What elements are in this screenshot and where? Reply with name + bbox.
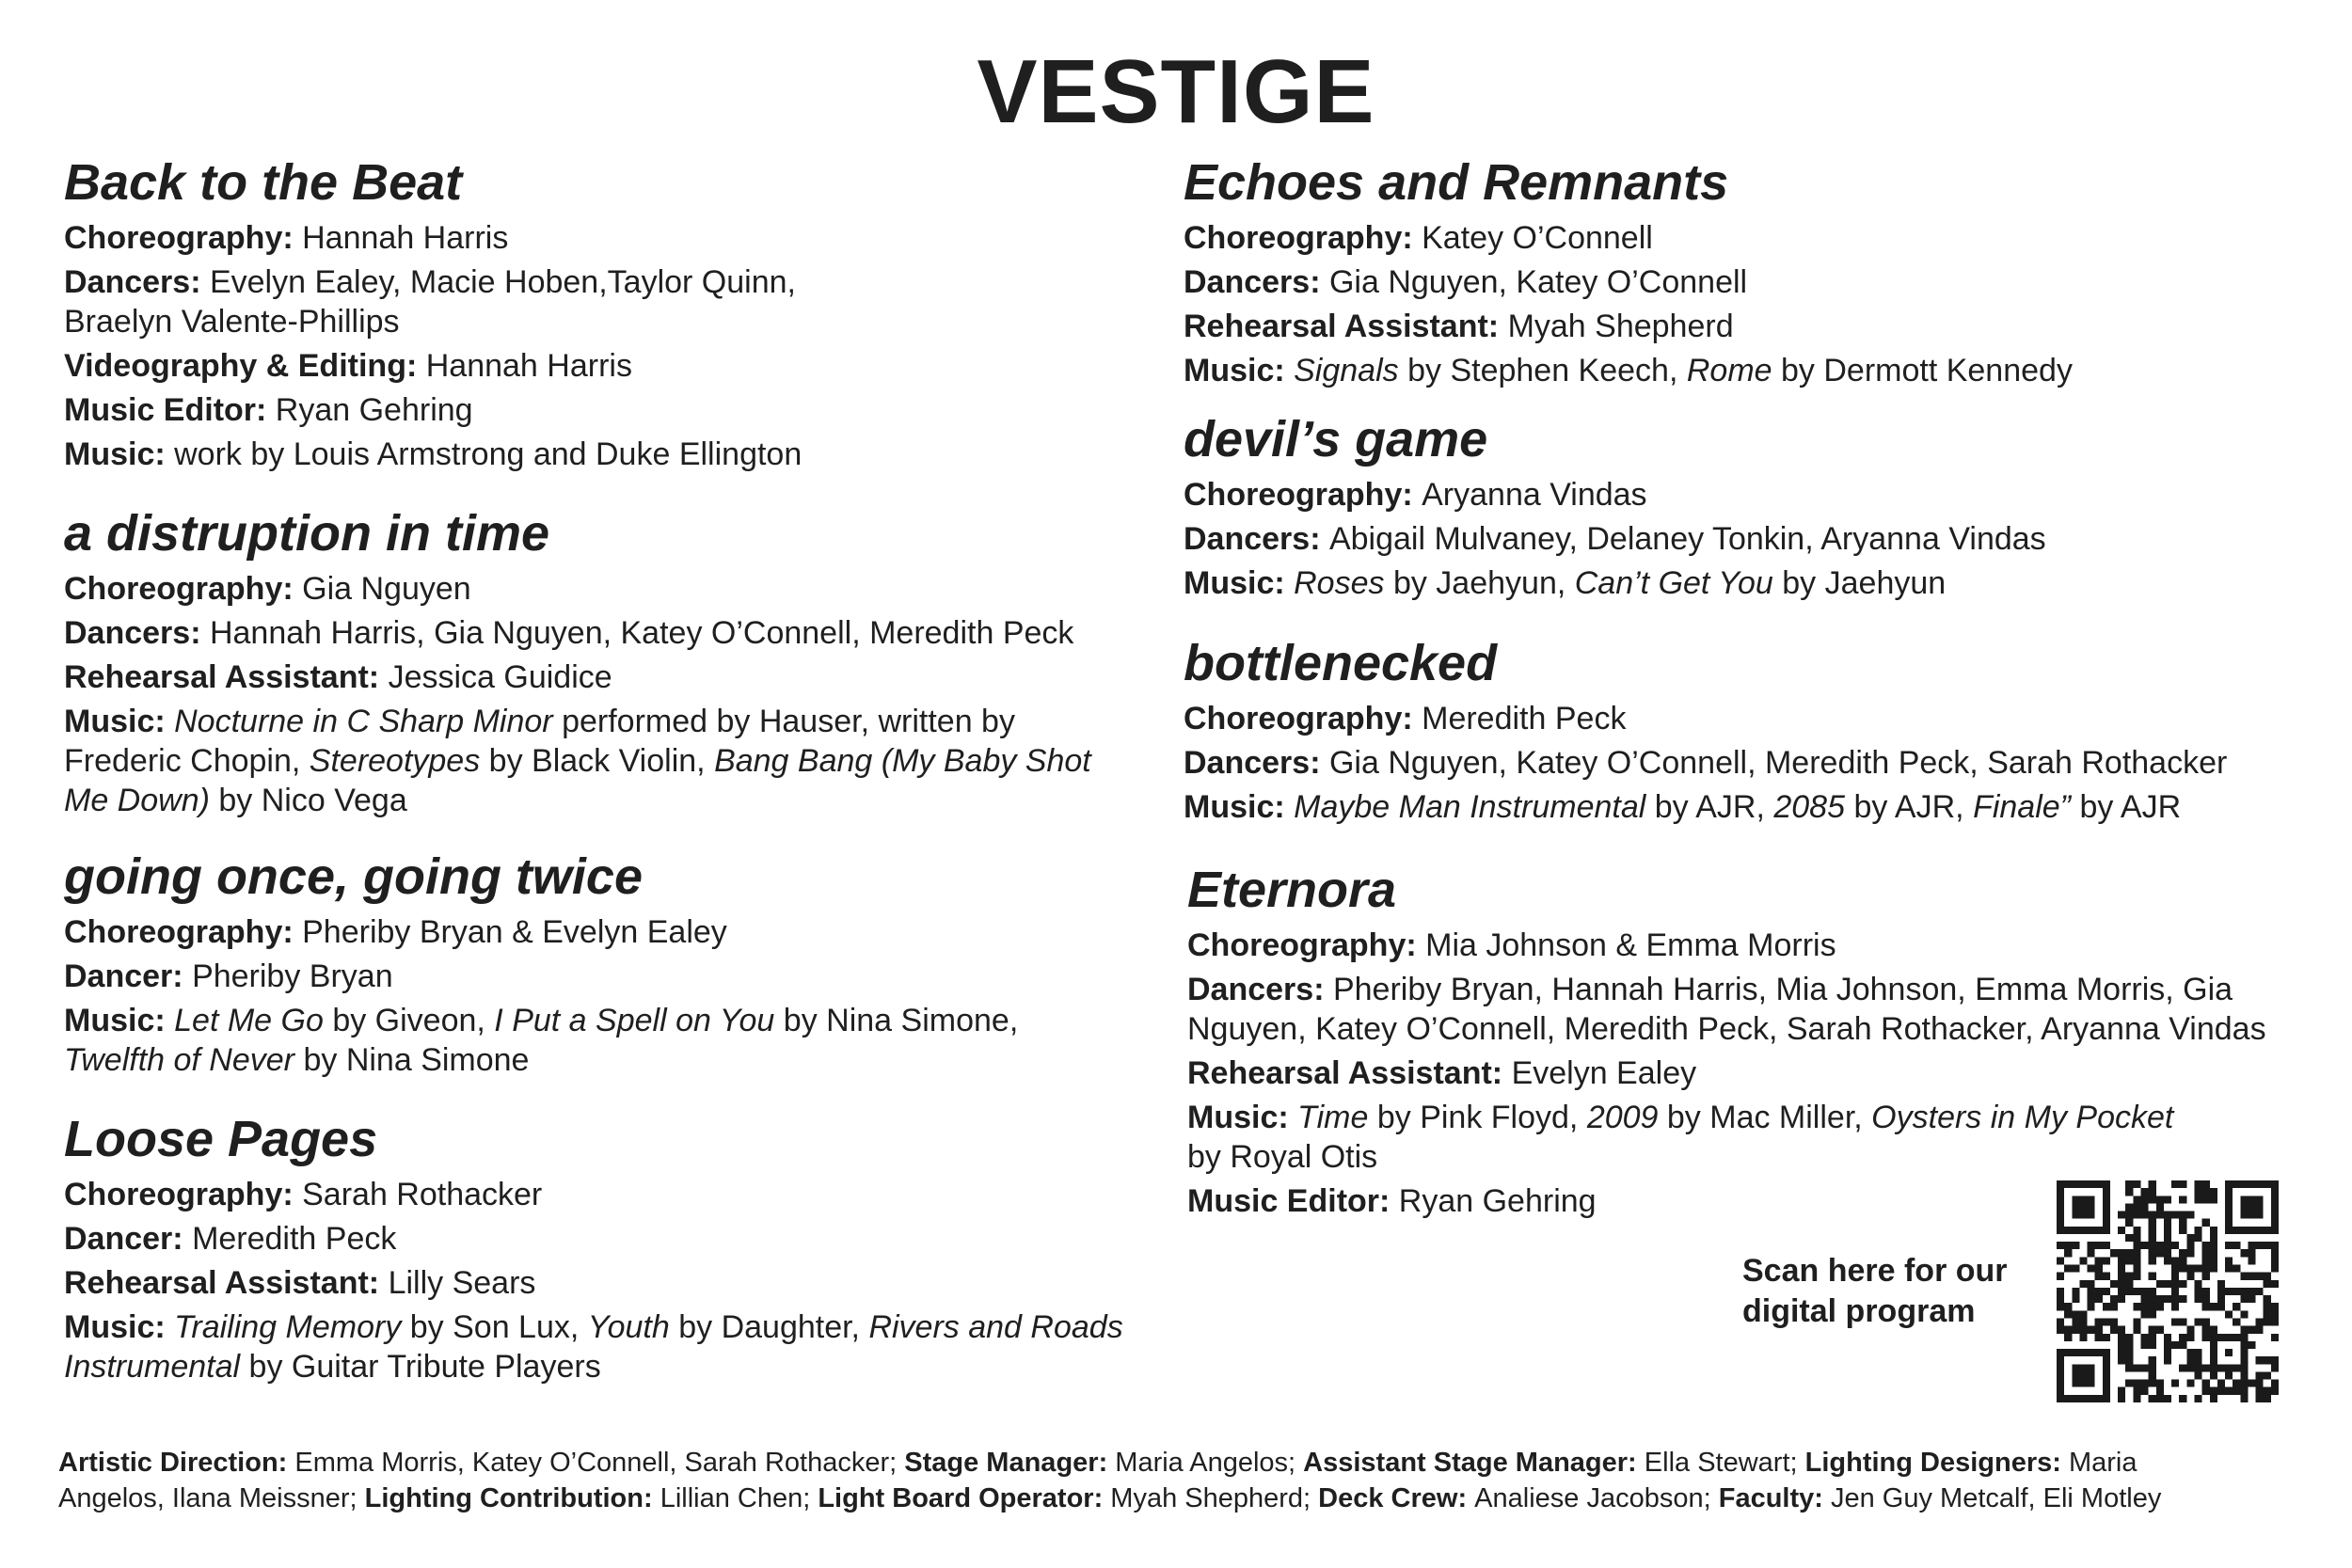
qr-caption-line-1: Scan here for our (1742, 1253, 2008, 1289)
credit-label: Dancers: (1184, 521, 1329, 558)
credit-label: Choreography: (64, 914, 303, 951)
credit-text: work by Louis Armstrong and Duke Ellington (174, 436, 803, 473)
credit-text: by Royal Otis (1187, 1139, 1378, 1176)
credit-line (1184, 743, 2312, 783)
piece-a-distruption-in-time (64, 506, 1184, 825)
credit-label: Music: (1184, 565, 1295, 602)
credit-label: Dancers: (64, 615, 210, 652)
credit-text: Myah Shepherd (1507, 309, 1734, 345)
credit-line (64, 957, 1184, 996)
qr-caption-line-2: digital program (1742, 1293, 1976, 1329)
credit-text: Hannah Harris (425, 348, 632, 385)
credit-line (1187, 1098, 2326, 1177)
music-title: Roses (1294, 565, 1385, 602)
credit-label: Dancer: (64, 1221, 193, 1258)
music-title: Stereotypes (309, 743, 481, 780)
credit-text: Lillian Chen; (660, 1483, 818, 1513)
credit-text: by AJR, (1645, 789, 1774, 826)
credit-line (1184, 787, 2312, 827)
credit-line (64, 1263, 1193, 1303)
piece-back-to-the-beat (64, 155, 1146, 479)
credit-line (1184, 563, 2312, 603)
credit-label: Choreography: (1187, 927, 1426, 964)
music-title: Me Down) (64, 783, 210, 819)
credit-label: Deck Crew: (1318, 1483, 1475, 1513)
credit-text: Abigail Mulvaney, Delaney Tonkin, Aryanna Vindas (1328, 521, 2046, 558)
credit-text: by Nico Vega (209, 783, 407, 819)
credit-label: Choreography: (1184, 477, 1422, 514)
credit-text: Lilly Sears (388, 1265, 536, 1302)
credit-text: Aryanna Vindas (1422, 477, 1647, 514)
credit-label: Dancers: (1184, 264, 1329, 301)
music-title: Signals (1294, 353, 1399, 389)
credit-line (64, 1219, 1193, 1259)
credit-text: by Black Violin, (480, 743, 715, 780)
credit-text: Hannah Harris, Gia Nguyen, Katey O’Connell, Meredith Peck (209, 615, 1074, 652)
music-title: Oysters in My Pocket (1871, 1100, 2174, 1136)
piece-eternora (1187, 863, 2326, 1226)
credit-text: Braelyn Valente-Phillips (64, 304, 400, 341)
credit-text: by Guitar Tribute Players (240, 1349, 601, 1386)
credit-text: by Nina Simone (294, 1042, 530, 1079)
credit-label: Choreography: (64, 1177, 303, 1213)
credit-text: Nguyen, Katey O’Connell, Meredith Peck, Sarah Rothacker, Aryanna Vindas (1187, 1011, 2266, 1048)
credit-line (64, 613, 1184, 653)
credit-text: Evelyn Ealey (1511, 1055, 1697, 1092)
credit-text: Maria (2068, 1448, 2137, 1478)
piece-title: going once, going twice (64, 848, 643, 905)
credit-text: by Stephen Keech, (1398, 353, 1687, 389)
credit-line (1187, 1053, 2326, 1093)
credit-label: Music: (64, 704, 175, 740)
music-title: Maybe Man Instrumental (1294, 789, 1646, 826)
music-title: Rome (1686, 353, 1772, 389)
piece-devils-game (1184, 412, 2312, 608)
credit-text: Jen Guy Metcalf, Eli Motley (1830, 1483, 2162, 1513)
credit-text: Ryan Gehring (1398, 1183, 1597, 1220)
credit-line (1184, 262, 2312, 302)
credit-text: by AJR (2071, 789, 2182, 826)
credit-label: Dancers: (1184, 745, 1329, 782)
credit-text: Frederic Chopin, (64, 743, 310, 780)
music-title: 2009 (1586, 1100, 1659, 1136)
credit-line (1184, 475, 2312, 515)
piece-title: a distruption in time (64, 505, 550, 562)
credit-text: by AJR, (1845, 789, 1974, 826)
credit-label: Lighting Contribution: (364, 1483, 660, 1513)
credit-label: Rehearsal Assistant: (64, 659, 389, 696)
music-title: Nocturne in C Sharp Minor (174, 704, 553, 740)
credit-text: by Jaehyun (1772, 565, 1947, 602)
credit-label: Lighting Designers: (1804, 1448, 2069, 1478)
piece-title: Echoes and Remnants (1184, 154, 1729, 211)
credit-text: Pheriby Bryan & Evelyn Ealey (302, 914, 727, 951)
credit-line (1184, 218, 2312, 258)
credit-line (64, 702, 1184, 820)
music-title: Finale” (1973, 789, 2071, 826)
credit-text: Mia Johnson & Emma Morris (1425, 927, 1836, 964)
credit-label: Rehearsal Assistant: (1184, 309, 1508, 345)
piece-title: devil’s game (1184, 411, 1488, 467)
music-title: Can’t Get You (1574, 565, 1773, 602)
credit-text: Emma Morris, Katey O’Connell, Sarah Rothacker; (294, 1448, 905, 1478)
credit-text: by Daughter, (669, 1309, 869, 1346)
credit-line (64, 1001, 1184, 1080)
credit-text: Hannah Harris (302, 220, 509, 257)
credit-line (1187, 926, 2326, 965)
credit-label: Videography & Editing: (64, 348, 426, 385)
piece-title: Back to the Beat (64, 154, 463, 211)
credit-text: Angelos, Ilana Meissner; (58, 1483, 365, 1513)
credit-label: Dancers: (64, 264, 210, 301)
credit-label: Dancers: (1187, 972, 1333, 1008)
music-title: Rivers and Roads (868, 1309, 1123, 1346)
credit-text: Meredith Peck (192, 1221, 397, 1258)
music-title: Twelfth of Never (64, 1042, 295, 1079)
credit-label: Choreography: (1184, 220, 1422, 257)
credit-text: Gia Nguyen, Katey O’Connell, Meredith Peck, Sarah Rothacker (1328, 745, 2228, 782)
credit-label: Music Editor: (64, 392, 276, 429)
credit-text: Myah Shepherd; (1110, 1483, 1319, 1513)
piece-title: Eternora (1187, 862, 1397, 918)
piece-bottlenecked (1184, 636, 2312, 832)
music-title: Youth (587, 1309, 670, 1346)
credit-text: Analiese Jacobson; (1474, 1483, 1719, 1513)
credit-label: Music: (1184, 789, 1295, 826)
credit-line (64, 262, 1146, 341)
credit-text: Sarah Rothacker (302, 1177, 543, 1213)
credit-label: Rehearsal Assistant: (64, 1265, 389, 1302)
music-title: Time (1297, 1100, 1369, 1136)
credit-line (64, 435, 1146, 474)
credit-text: by Pink Floyd, (1368, 1100, 1587, 1136)
credit-label: Choreography: (1184, 701, 1422, 737)
credit-label: Music: (64, 1003, 175, 1039)
credit-line (1184, 307, 2312, 346)
credit-text: Ryan Gehring (275, 392, 473, 429)
credit-label: Choreography: (64, 571, 303, 608)
credit-text: by Nina Simone, (774, 1003, 1019, 1039)
credit-label: Rehearsal Assistant: (1187, 1055, 1512, 1092)
music-title: Instrumental (64, 1349, 241, 1386)
credit-line (64, 346, 1146, 386)
credit-line (64, 390, 1146, 430)
credit-text: Jessica Guidice (388, 659, 612, 696)
program-title: VESTIGE (977, 41, 1375, 142)
credit-text: by Son Lux, (401, 1309, 588, 1346)
credit-label: Music: (1187, 1100, 1298, 1136)
music-title: Bang Bang (My Baby Shot (714, 743, 1091, 780)
credit-line (64, 912, 1184, 952)
credit-label: Assistant Stage Manager: (1303, 1448, 1645, 1478)
credit-text: Evelyn Ealey, Macie Hoben,Taylor Quinn, (209, 264, 796, 301)
music-title: 2085 (1773, 789, 1845, 826)
credit-text: by Giveon, (323, 1003, 495, 1039)
credit-text: Pheriby Bryan (192, 958, 393, 995)
piece-echoes-and-remnants (1184, 155, 2312, 395)
credit-line (1184, 351, 2312, 390)
credit-label: Artistic Direction: (58, 1448, 295, 1478)
credit-label: Dancer: (64, 958, 193, 995)
piece-title: bottlenecked (1184, 635, 1498, 691)
music-title: Let Me Go (174, 1003, 324, 1039)
credit-line (1184, 519, 2312, 559)
credit-text: Katey O’Connell (1422, 220, 1653, 257)
credit-line (1187, 970, 2326, 1049)
credit-line (64, 218, 1146, 258)
credit-label: Music: (64, 1309, 175, 1346)
credit-text: Maria Angelos; (1115, 1448, 1304, 1478)
piece-going-once-going-twice (64, 849, 1184, 1085)
music-title: Trailing Memory (174, 1309, 402, 1346)
credit-line (1184, 699, 2312, 738)
credit-text: by Jaehyun, (1384, 565, 1575, 602)
credit-line (64, 1175, 1193, 1214)
piece-title: Loose Pages (64, 1111, 378, 1167)
credit-label: Music Editor: (1187, 1183, 1399, 1220)
credit-text: Pheriby Bryan, Hannah Harris, Mia Johnson, Emma Morris, Gia (1332, 972, 2233, 1008)
qr-caption (1742, 1251, 2053, 1332)
credit-line (64, 657, 1184, 697)
credit-text: Meredith Peck (1422, 701, 1627, 737)
credit-text: by Mac Miller, (1658, 1100, 1872, 1136)
credit-text: performed by Hauser, written by (552, 704, 1015, 740)
credit-text: Gia Nguyen (302, 571, 471, 608)
credit-label: Music: (1184, 353, 1295, 389)
credit-line (64, 1307, 1193, 1386)
production-credits (58, 1445, 2316, 1516)
credit-text: Gia Nguyen, Katey O’Connell (1328, 264, 1748, 301)
credit-line (64, 569, 1184, 609)
credit-text: Ella Stewart; (1644, 1448, 1805, 1478)
credit-label: Stage Manager: (904, 1448, 1116, 1478)
music-title: I Put a Spell on You (494, 1003, 775, 1039)
qr-code-icon[interactable] (2057, 1180, 2279, 1402)
credit-text: by Dermott Kennedy (1772, 353, 2073, 389)
credit-label: Faculty: (1718, 1483, 1831, 1513)
piece-loose-pages (64, 1112, 1193, 1391)
credit-label: Light Board Operator: (818, 1483, 1111, 1513)
credit-label: Choreography: (64, 220, 303, 257)
credit-label: Music: (64, 436, 175, 473)
